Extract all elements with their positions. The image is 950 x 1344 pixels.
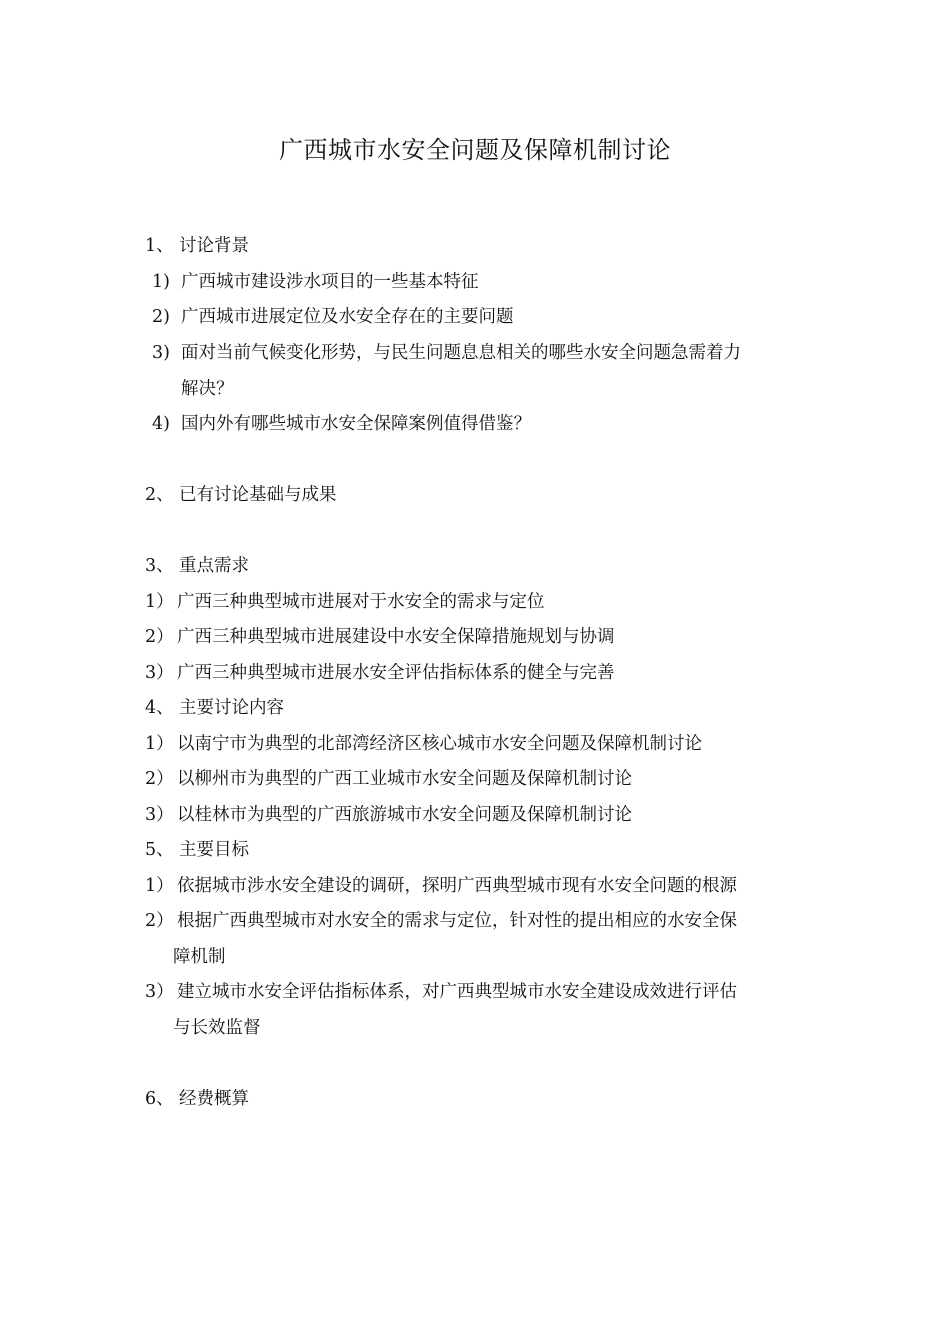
item-number: 2）	[145, 769, 174, 789]
item-text-continuation: 与长效监督	[173, 1018, 261, 1038]
item-text: 以南宁市为典型的北部湾经济区核心城市水安全问题及保障机制讨论	[177, 734, 702, 754]
item-text: 国内外有哪些城市水安全保障案例值得借鉴？	[181, 414, 531, 434]
item-text: 建立城市水安全评估指标体系，对广西典型城市水安全建设成效进行评估	[177, 982, 737, 1002]
item-number: 1）	[145, 592, 174, 612]
item-text: 广西三种典型城市进展建设中水安全保障措施规划与协调	[177, 627, 615, 647]
item-text: 以桂林市为典型的广西旅游城市水安全问题及保障机制讨论	[177, 805, 632, 825]
section-title: 主要目标	[179, 840, 249, 860]
section-number: 5、	[145, 840, 174, 860]
item-text: 广西城市建设涉水项目的一些基本特征	[181, 272, 479, 292]
item-text-continuation: 障机制	[173, 947, 226, 967]
item-number: 3)	[152, 343, 170, 363]
item-text: 广西城市进展定位及水安全存在的主要问题	[181, 307, 514, 327]
section-title: 经费概算	[179, 1089, 249, 1109]
item-text: 广西三种典型城市进展水安全评估指标体系的健全与完善	[177, 663, 615, 683]
item-number: 2）	[145, 911, 174, 931]
document-title: 广西城市水安全问题及保障机制讨论	[279, 136, 671, 164]
section-title: 主要讨论内容	[179, 698, 284, 718]
section-number: 1、	[145, 236, 174, 256]
item-number: 1）	[145, 876, 174, 896]
section-title: 讨论背景	[179, 236, 249, 256]
item-number: 1）	[145, 734, 174, 754]
item-text: 根据广西典型城市对水安全的需求与定位，针对性的提出相应的水安全保	[177, 911, 737, 931]
item-text: 依据城市涉水安全建设的调研，探明广西典型城市现有水安全问题的根源	[177, 876, 737, 896]
item-text-continuation: 解决？	[181, 379, 234, 399]
section-number: 3、	[145, 556, 174, 576]
item-text: 以柳州市为典型的广西工业城市水安全问题及保障机制讨论	[177, 769, 632, 789]
item-number: 3）	[145, 982, 174, 1002]
item-number: 3）	[145, 805, 174, 825]
section-title: 重点需求	[179, 556, 249, 576]
item-text: 广西三种典型城市进展对于水安全的需求与定位	[177, 592, 545, 612]
item-text: 面对当前气候变化形势，与民生问题息息相关的哪些水安全问题急需着力	[181, 343, 741, 363]
item-number: 2）	[145, 627, 174, 647]
item-number: 3）	[145, 663, 174, 683]
section-number: 4、	[145, 698, 174, 718]
section-number: 6、	[145, 1089, 174, 1109]
item-number: 1)	[152, 272, 170, 292]
section-number: 2、	[145, 485, 174, 505]
section-title: 已有讨论基础与成果	[179, 485, 337, 505]
item-number: 2)	[152, 307, 170, 327]
item-number: 4)	[152, 414, 170, 434]
